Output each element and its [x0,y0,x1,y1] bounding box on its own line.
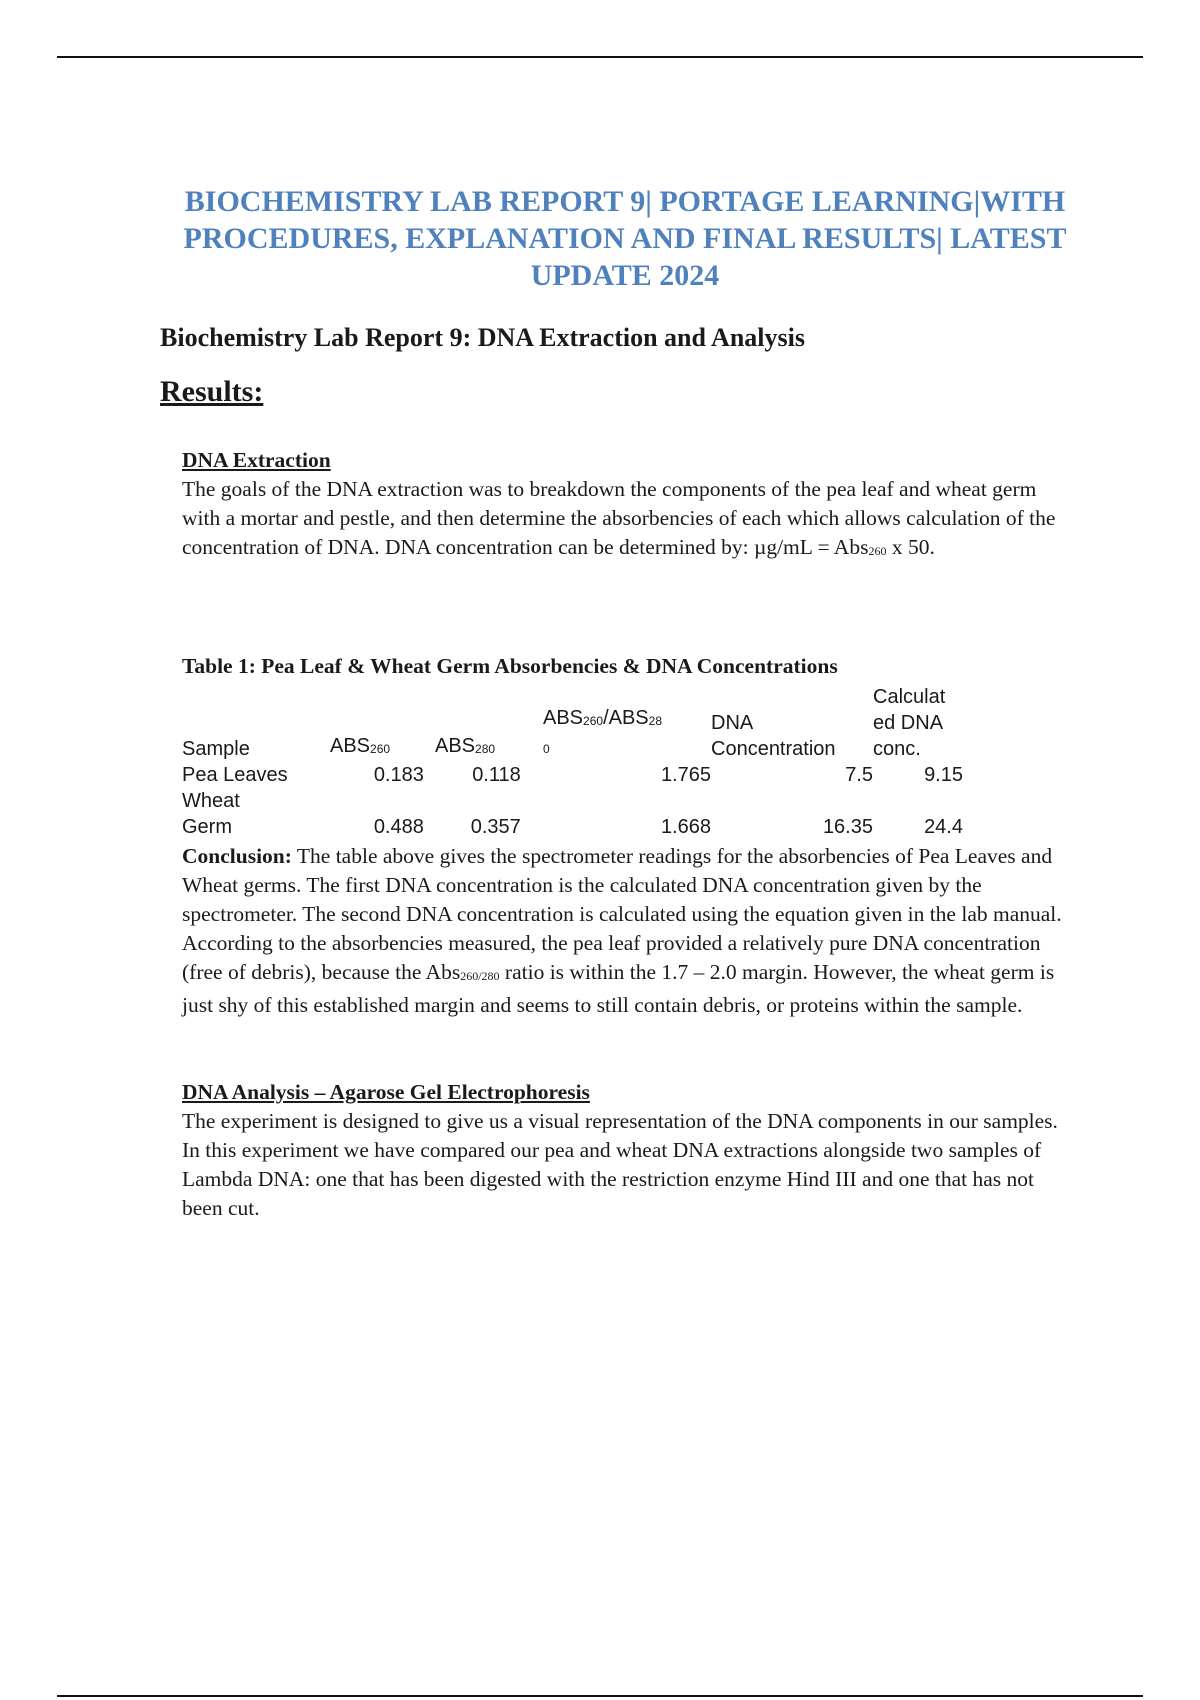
header-calculated-dna: Calculat ed DNA conc. [873,686,946,760]
table-header-row [182,684,963,762]
cell-sample: Pea Leaves [182,764,288,786]
cell-sample: Wheat Germ [182,790,240,838]
cell-calc: 9.15 [924,764,963,786]
cell-abs280: 0.118 [472,764,521,786]
table-row [182,762,963,788]
document-title: BIOCHEMISTRY LAB REPORT 9| PORTAGE LEARNING|WITH PROCEDURES, EXPLANATION AND FINAL RESULTS| LATEST UPDATE 2024 [183,185,1067,292]
cell-dna: 16.35 [822,816,873,838]
table-title: Table 1: Pea Leaf & Wheat Germ Absorbencies & DNA Concentrations [182,654,838,678]
header-ratio: $ABS_{260}/ABS_{28}$ 0 [543,707,662,756]
dna-analysis-paragraph: The experiment is designed to give us a visual representation of the DNA components in our samples. In this experiment we have compared our pea and wheat DNA extractions alongside two samples of Lambda DNA: one that has been digested with the restriction enzyme Hind III and one that has not been cut. [182,1109,1058,1220]
cell-abs260: 0.183 [373,764,424,786]
top-rule [57,56,1143,58]
absorbance-table [182,684,963,840]
dna-extraction-section [182,446,1062,566]
conclusion-section [182,842,1062,1020]
header-abs260: $ABS_{260}$ [330,735,391,757]
dna-extraction-heading: DNA Extraction [182,448,331,472]
results-heading: Results: [160,375,264,408]
cell-ratio: 1.765 [660,764,711,786]
header-abs280: $ABS_{280}$ [435,735,496,757]
report-subtitle: Biochemistry Lab Report 9: DNA Extraction and Analysis [160,323,805,352]
cell-abs260: 0.488 [373,816,424,838]
cell-calc: 24.4 [924,816,963,838]
bottom-rule [57,1695,1143,1697]
conclusion-paragraph: Conclusion: The table above gives the spectrometer readings for the absorbencies of Pea Leaves and Wheat germs. The first DNA concentration is the calculated DNA concentration given by the spectrometer. The second DNA concentration is calculated using the equation given in the lab manual. According to the absorbencies measured, the pea leaf provided a relatively pure DNA concentration (free of debris), because the Abs$_{260/280}$ ratio is within the 1.7 – 2.0 margin. However, the wheat germ is just shy of this established margin and seems to still contain debris, or proteins within the sample. [182,844,1062,1017]
header-sample: Sample [182,738,250,760]
table-row [182,788,963,840]
cell-dna: 7.5 [845,764,873,786]
dna-analysis-heading: DNA Analysis – Agarose Gel Electrophoresis [182,1080,590,1104]
header-dna-concentration: DNA Concentration [711,712,836,760]
conclusion-label: Conclusion: [182,844,292,868]
cell-abs280: 0.357 [470,816,521,838]
cell-ratio: 1.668 [660,816,711,838]
dna-analysis-section [182,1078,1062,1223]
dna-extraction-paragraph: The goals of the DNA extraction was to breakdown the components of the pea leaf and wheat germ with a mortar and pestle, and then determine the absorbencies of each which allows calculation of the concentration of DNA. DNA concentration can be determined by: µg/mL = Abs$_{260}$ x 50. [182,477,1056,559]
